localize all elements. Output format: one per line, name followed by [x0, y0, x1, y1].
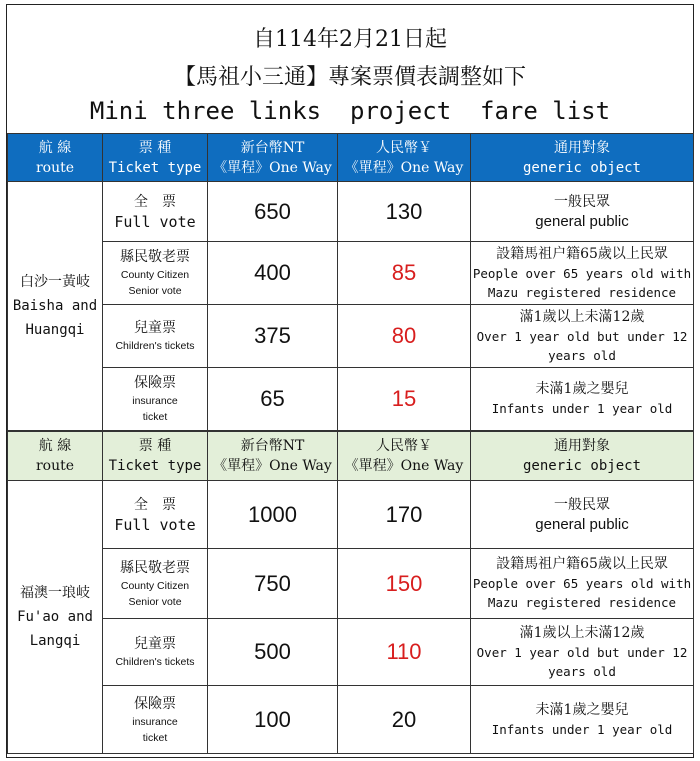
rmb-price: 15: [338, 368, 471, 431]
header-twd: 新台幣NT 《單程》One Way: [208, 134, 338, 182]
table-row: [8, 619, 694, 686]
header-rmb: 人民幣￥ 《單程》One Way: [338, 432, 471, 481]
target-cell: 設籍馬祖户籍65歲以上民眾 People over 65 years old with Mazu registered residence: [471, 242, 694, 305]
route-cell: 白沙一黃岐 Baisha and Huangqi: [8, 182, 103, 431]
target-cell: 未滿1歲之嬰兒 Infants under 1 year old: [471, 368, 694, 431]
ticket-type-cell: 兒童票 Children's tickets: [103, 305, 208, 368]
twd-price: 400: [208, 242, 338, 305]
table-row: [8, 242, 694, 305]
header-target: 通用對象 generic object: [471, 134, 694, 182]
table-row: [8, 686, 694, 754]
target-cell: 一般民眾 general public: [471, 182, 694, 242]
rmb-price: 85: [338, 242, 471, 305]
table-header-row: [8, 134, 694, 182]
table-row: [8, 368, 694, 431]
ticket-type-cell: 保險票 insurance ticket: [103, 368, 208, 431]
route-cell: 福澳一琅岐 Fu'ao and Langqi: [8, 481, 103, 754]
header-route: 航 線 route: [8, 432, 103, 481]
target-cell: 滿1歲以上未滿12歲 Over 1 year old but under 12 years old: [471, 619, 694, 686]
target-cell: 設籍馬祖户籍65歲以上民眾 People over 65 years old with Mazu registered residence: [471, 549, 694, 619]
table-row: [8, 182, 694, 242]
twd-price: 100: [208, 686, 338, 754]
target-cell: 滿1歲以上未滿12歲 Over 1 year old but under 12 years old: [471, 305, 694, 368]
header-ticket-type: 票 種 Ticket type: [103, 134, 208, 182]
header-ticket-type: 票 種 Ticket type: [103, 432, 208, 481]
header-route: 航 線 route: [8, 134, 103, 182]
twd-price: 65: [208, 368, 338, 431]
title-block: [7, 5, 693, 133]
table-row: [8, 481, 694, 549]
twd-price: 500: [208, 619, 338, 686]
twd-price: 1000: [208, 481, 338, 549]
rmb-price: 110: [338, 619, 471, 686]
ticket-type-cell: 縣民敬老票 County Citizen Senior vote: [103, 242, 208, 305]
ticket-type-cell: 保險票 insurance ticket: [103, 686, 208, 754]
target-cell: 一般民眾 general public: [471, 481, 694, 549]
twd-price: 375: [208, 305, 338, 368]
twd-price: 750: [208, 549, 338, 619]
ticket-type-cell: 全 票 Full vote: [103, 182, 208, 242]
ticket-type-cell: 縣民敬老票 County Citizen Senior vote: [103, 549, 208, 619]
rmb-price: 170: [338, 481, 471, 549]
rmb-price: 130: [338, 182, 471, 242]
twd-price: 650: [208, 182, 338, 242]
ticket-type-cell: 全 票 Full vote: [103, 481, 208, 549]
notice-title-en: Mini three links project fare list: [89, 97, 611, 125]
header-twd: 新台幣NT 《單程》One Way: [208, 432, 338, 481]
rmb-price: 150: [338, 549, 471, 619]
notice-title-zh: 【馬祖小三通】專案票價表調整如下: [173, 65, 526, 90]
header-rmb: 人民幣￥ 《單程》One Way: [338, 134, 471, 182]
table-header-row: [8, 432, 694, 481]
fare-notice: [6, 4, 694, 758]
rmb-price: 20: [338, 686, 471, 754]
header-target: 通用對象 generic object: [471, 432, 694, 481]
fare-table-baisha: [7, 133, 694, 431]
table-row: [8, 549, 694, 619]
fare-table-fuao: [7, 431, 694, 754]
target-cell: 未滿1歲之嬰兒 Infants under 1 year old: [471, 686, 694, 754]
ticket-type-cell: 兒童票 Children's tickets: [103, 619, 208, 686]
table-row: [8, 305, 694, 368]
rmb-price: 80: [338, 305, 471, 368]
effective-date: 自114年2月21日起: [253, 27, 447, 52]
